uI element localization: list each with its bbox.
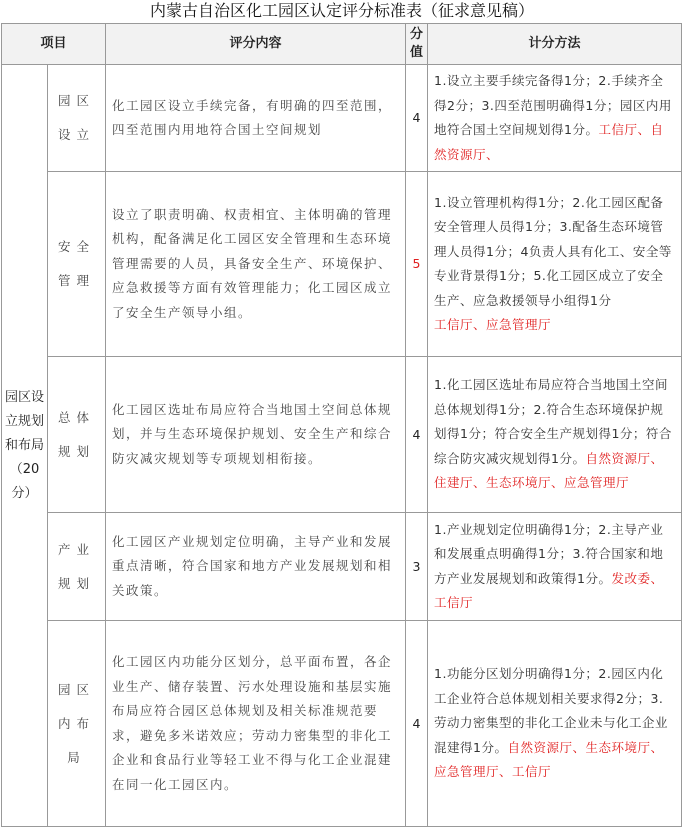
content-cell: 化工园区产业规划定位明确，主导产业和发展重点清晰，符合国家和地方产业发展规划和相关政策。 xyxy=(106,513,406,621)
method-cell xyxy=(428,357,682,513)
content-cell: 化工园区设立手续完备，有明确的四至范围，四至范围内用地符合国土空间规划 xyxy=(106,65,406,172)
department-text: 工信厅、应急管理厅 xyxy=(434,317,552,332)
department-text: 自然资源厅、生态环境厅、应急管理厅、工信厅 xyxy=(434,739,664,780)
table-row xyxy=(2,513,682,621)
category-cell: 园区设立规划和布局（20分） xyxy=(2,65,48,827)
method-cell xyxy=(428,513,682,621)
sub-item: 园区内布局 xyxy=(48,621,106,827)
table-row xyxy=(2,172,682,357)
method-text: 1.设立主要手续完备得1分；2.手续齐全得2分；3.四至范围明确得1分；园区内用地符合国土空间规划得1分。 xyxy=(434,73,672,137)
department-text: 工信厅、自然资源厅、 xyxy=(434,122,664,162)
method-text: 1.化工园区选址布局应符合当地国土空间总体规划得1分；2.符合生态环境保护规划得1分；符合安全生产规划得1分；符合综合防灾减灾规划得1分。 xyxy=(434,377,672,466)
content-cell: 设立了职责明确、权责相宜、主体明确的管理机构，配备满足化工园区安全管理和生态环境管理需要的人员，具备安全生产、环境保护、应急救援等方面有效管理能力；化工园区成立了安全生产领导小组。 xyxy=(106,172,406,357)
table-row xyxy=(2,357,682,513)
method-cell xyxy=(428,172,682,357)
header-method: 计分方法 xyxy=(428,24,682,65)
header-content: 评分内容 xyxy=(106,24,406,65)
content-cell: 化工园区选址布局应符合当地国土空间总体规划，并与生态环境保护规划、安全生产和综合防灾减灾规划等专项规划相衔接。 xyxy=(106,357,406,513)
score-cell: 5 xyxy=(406,172,428,357)
score-cell: 4 xyxy=(406,621,428,827)
sub-item: 安全管理 xyxy=(48,172,106,357)
table-row xyxy=(2,621,682,827)
scoring-table xyxy=(1,23,682,827)
score-cell: 4 xyxy=(406,65,428,172)
method-cell xyxy=(428,65,682,172)
method-text: 1.设立管理机构得1分；2.化工园区配备安全管理人员得1分；3.配备生态环境管理人员得1分；4负责人具有化工、安全等专业背景得1分；5.化工园区成立了安全生产、应急救援领导小组得1分 xyxy=(434,194,672,308)
department-text: 发改委、工信厅 xyxy=(434,570,664,610)
content-cell: 化工园区内功能分区划分，总平面布置，各企业生产、储存装置、污水处理设施和基层实施布局应符合园区总体规划及相关标准规范要求，避免多米诺效应；劳动力密集型的非化工企业和食品行业等轻工业不得与化工企业混建在同一化工园区内。 xyxy=(106,621,406,827)
table-row xyxy=(2,65,682,172)
header-row xyxy=(2,24,682,65)
header-item: 项目 xyxy=(2,24,106,65)
department-text: 自然资源厅、住建厅、生态环境厅、应急管理厅 xyxy=(434,450,664,491)
method-cell xyxy=(428,621,682,827)
sub-item: 产业规划 xyxy=(48,513,106,621)
page-title: 内蒙古自治区化工园区认定评分标准表（征求意见稿） xyxy=(149,1,534,20)
score-cell: 4 xyxy=(406,357,428,513)
method-text: 1.产业规划定位明确得1分；2.主导产业和发展重点明确得1分；3.符合国家和地方产业发展规划和政策得1分。 xyxy=(434,521,664,586)
score-cell: 3 xyxy=(406,513,428,621)
method-text: 1.功能分区划分明确得1分；2.园区内化工企业符合总体规划相关要求得2分；3.劳动力密集型的非化工企业未与化工企业混建得1分。 xyxy=(434,666,669,755)
header-score: 分值 xyxy=(406,24,428,65)
sub-item: 园区设立 xyxy=(48,65,106,172)
sub-item: 总体规划 xyxy=(48,357,106,513)
